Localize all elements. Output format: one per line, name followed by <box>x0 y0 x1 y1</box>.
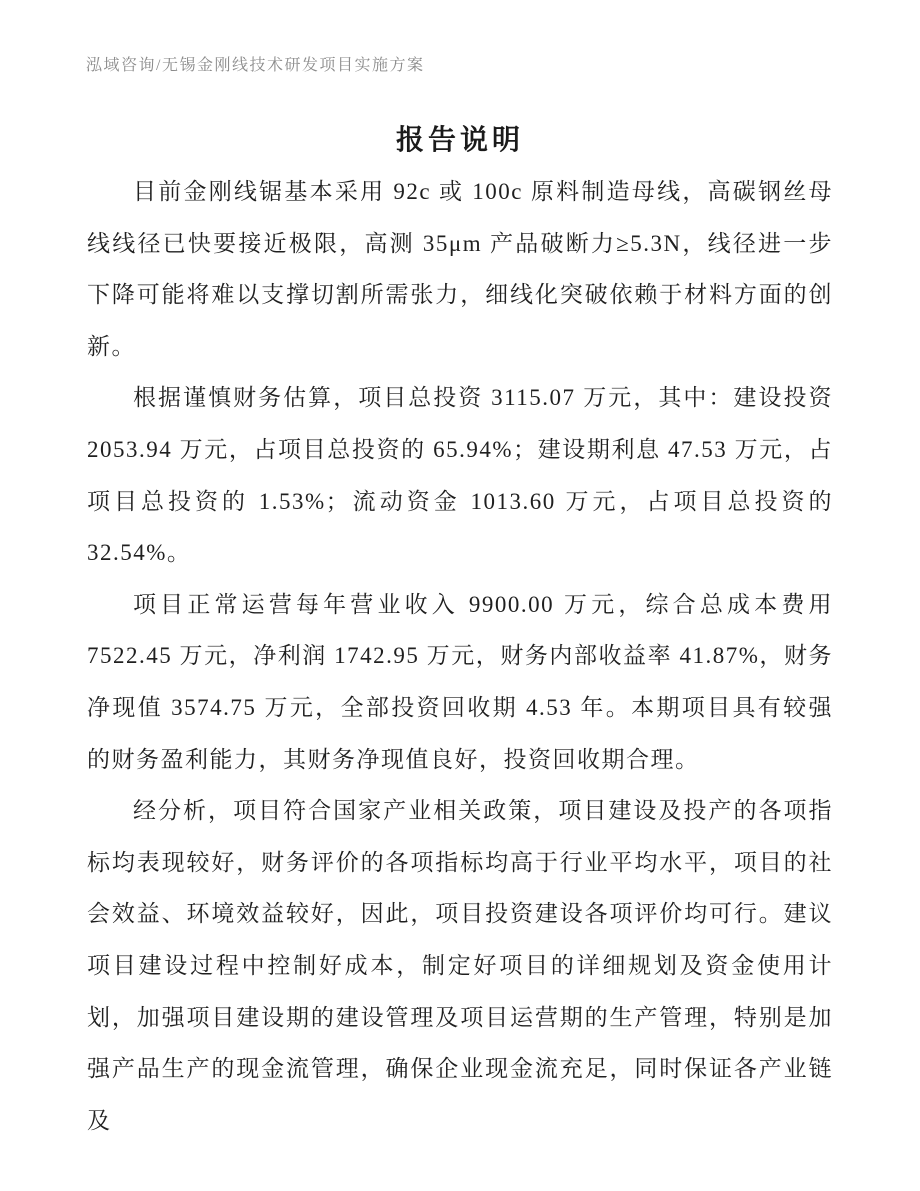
paragraph-2: 根据谨慎财务估算，项目总投资 3115.07 万元，其中：建设投资 2053.94 万元，占项目总投资的 65.94%；建设期利息 47.53 万元，占项目总投资的 1.53%；流动资金 1013.60 万元，占项目总投资的 32.54%。 <box>87 385 833 566</box>
paragraph-3: 项目正常运营每年营业收入 9900.00 万元，综合总成本费用 7522.45 万元，净利润 1742.95 万元，财务内部收益率 41.87%，财务净现值 3574.75 万元，全部投资回收期 4.53 年。本期项目具有较强的财务盈利能力，其财务净现值良好，投资回收期合理。 <box>87 591 833 772</box>
paragraph-4: 经分析，项目符合国家产业相关政策，项目建设及投产的各项指标均表现较好，财务评价的各项指标均高于行业平均水平，项目的社会效益、环境效益较好，因此，项目投资建设各项评价均可行。建议项目建设过程中控制好成本，制定好项目的详细规划及资金使用计划，加强项目建设期的建设管理及项目运营期的生产管理，特别是加强产品生产的现金流管理，确保企业现金流充足，同时保证各产业链及 <box>87 798 833 1133</box>
page-title: 报告说明 <box>395 125 524 156</box>
document-body <box>87 166 833 1146</box>
paragraph-1: 目前金刚线锯基本采用 92c 或 100c 原料制造母线，高碳钢丝母线线径已快要接近极限，高测 35μm 产品破断力≥5.3N，线径进一步下降可能将难以支撑切割所需张力，细线化突破依赖于材料方面的创新。 <box>87 179 833 359</box>
document-header-running-title: 泓域咨询/无锡金刚线技术研发项目实施方案 <box>86 57 425 74</box>
